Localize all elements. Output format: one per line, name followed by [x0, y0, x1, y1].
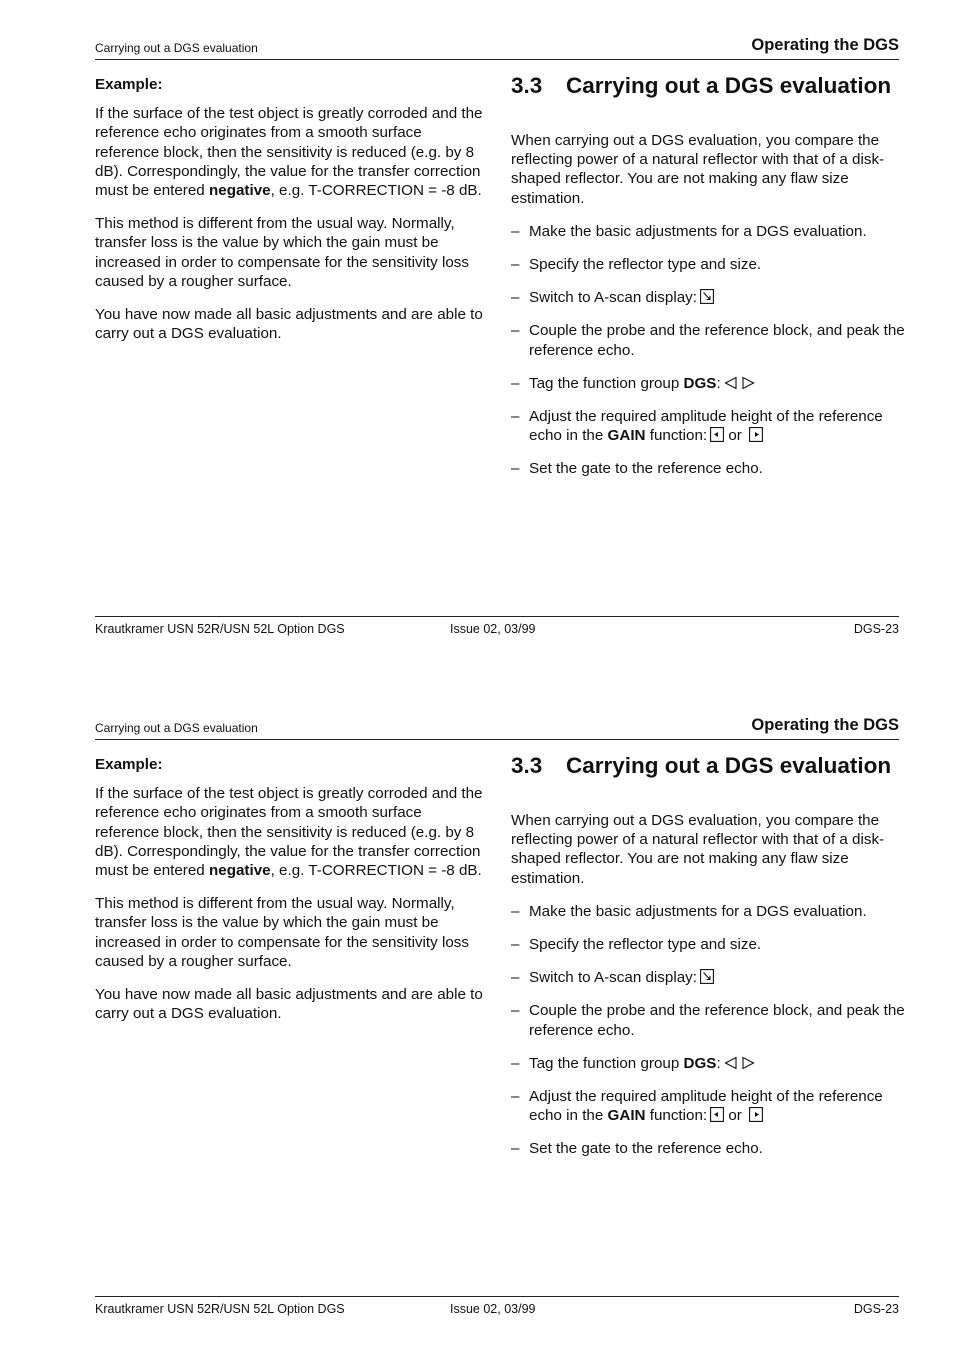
left-column	[95, 755, 483, 1037]
section-title: Carrying out a DGS evaluation	[566, 73, 892, 98]
example-label: Example:	[95, 76, 163, 93]
manual-page-bottom	[0, 680, 954, 1355]
footer-rule	[95, 1296, 899, 1297]
step-list	[511, 222, 906, 479]
ascan-key-icon	[700, 969, 714, 984]
right-arrow-key-icon	[741, 1056, 755, 1070]
increase-key-icon	[749, 1107, 763, 1122]
example-label: Example:	[95, 756, 163, 773]
section-number: 3.3	[511, 73, 543, 98]
emphasis-negative: negative	[208, 182, 271, 200]
list-item: – Specify the reflector type and size.	[511, 936, 762, 954]
running-header-right: Operating the DGS	[751, 36, 899, 54]
running-header-left: Carrying out a DGS evaluation	[95, 721, 258, 735]
section-heading	[511, 753, 906, 779]
list-item: – Tag the function group DGS:	[511, 1054, 906, 1073]
footer-page-number: DGS-23	[853, 622, 899, 636]
list-item: – Switch to A-scan display:	[511, 968, 906, 987]
footer-product: Krautkramer USN 52R/USN 52L Option DGS	[95, 1302, 345, 1316]
footer-page-number: DGS-23	[853, 1302, 899, 1316]
section-heading	[511, 73, 906, 99]
example-paragraph: If the surface of the test object is greatly corroded and the reference echo originates from a smooth surface reference block, then the sensitivity is reduced (e.g. by 8 dB). Correspondingly, the value for the transfer correction must be entered negative, e.g. T-CORRECTION = -8 dB.	[95, 785, 483, 880]
section-number: 3.3	[511, 753, 543, 778]
list-item: – Adjust the required amplitude height of the reference echo in the GAIN function: or	[511, 1088, 883, 1125]
list-item: – Couple the probe and the reference block, and peak the reference echo.	[511, 322, 905, 359]
manual-page-top	[0, 0, 954, 675]
left-column	[95, 75, 483, 357]
right-column	[511, 753, 906, 1173]
method-paragraph: This method is different from the usual way. Normally, transfer loss is the value by which the gain must be increased in order to compensate for the sensitivity loss caused by a rougher surface.	[95, 895, 469, 970]
footer-issue: Issue 02, 03/99	[450, 622, 536, 636]
section-intro: When carrying out a DGS evaluation, you compare the reflecting power of a natural reflector with that of a disk-shaped reflector. You are not making any flaw size estimation.	[511, 132, 885, 207]
running-header-right: Operating the DGS	[751, 716, 899, 734]
running-header-left: Carrying out a DGS evaluation	[95, 41, 258, 55]
summary-paragraph: You have now made all basic adjustments and are able to carry out a DGS evaluation.	[95, 986, 483, 1023]
method-paragraph: This method is different from the usual way. Normally, transfer loss is the value by which the gain must be increased in order to compensate for the sensitivity loss caused by a rougher surface.	[95, 215, 469, 290]
section-intro: When carrying out a DGS evaluation, you compare the reflecting power of a natural reflector with that of a disk-shaped reflector. You are not making any flaw size estimation.	[511, 812, 885, 887]
right-arrow-key-icon	[741, 376, 755, 390]
list-item: – Specify the reflector type and size.	[511, 256, 762, 274]
decrease-key-icon	[710, 1107, 724, 1122]
decrease-key-icon	[710, 427, 724, 442]
step-list	[511, 902, 906, 1159]
list-item: – Make the basic adjustments for a DGS evaluation.	[511, 902, 867, 920]
list-item: – Set the gate to the reference echo.	[511, 460, 763, 478]
left-arrow-key-icon	[724, 1056, 738, 1070]
example-paragraph: If the surface of the test object is greatly corroded and the reference echo originates from a smooth surface reference block, then the sensitivity is reduced (e.g. by 8 dB). Correspondingly, the value for the transfer correction must be entered negative, e.g. T-CORRECTION = -8 dB.	[95, 105, 483, 200]
list-item: – Make the basic adjustments for a DGS evaluation.	[511, 222, 867, 240]
ascan-key-icon	[700, 289, 714, 304]
emphasis-negative: negative	[208, 862, 271, 880]
footer-rule	[95, 616, 899, 617]
footer-product: Krautkramer USN 52R/USN 52L Option DGS	[95, 622, 345, 636]
left-arrow-key-icon	[724, 376, 738, 390]
footer-issue: Issue 02, 03/99	[450, 1302, 536, 1316]
list-item: – Adjust the required amplitude height of the reference echo in the GAIN function: or	[511, 408, 883, 445]
right-column	[511, 73, 906, 493]
section-title: Carrying out a DGS evaluation	[566, 753, 892, 778]
list-item: – Couple the probe and the reference block, and peak the reference echo.	[511, 1002, 905, 1039]
header-rule	[95, 739, 899, 740]
header-rule	[95, 59, 899, 60]
summary-paragraph: You have now made all basic adjustments and are able to carry out a DGS evaluation.	[95, 306, 483, 343]
list-item: – Switch to A-scan display:	[511, 288, 906, 307]
increase-key-icon	[749, 427, 763, 442]
list-item: – Tag the function group DGS:	[511, 374, 906, 393]
list-item: – Set the gate to the reference echo.	[511, 1140, 763, 1158]
